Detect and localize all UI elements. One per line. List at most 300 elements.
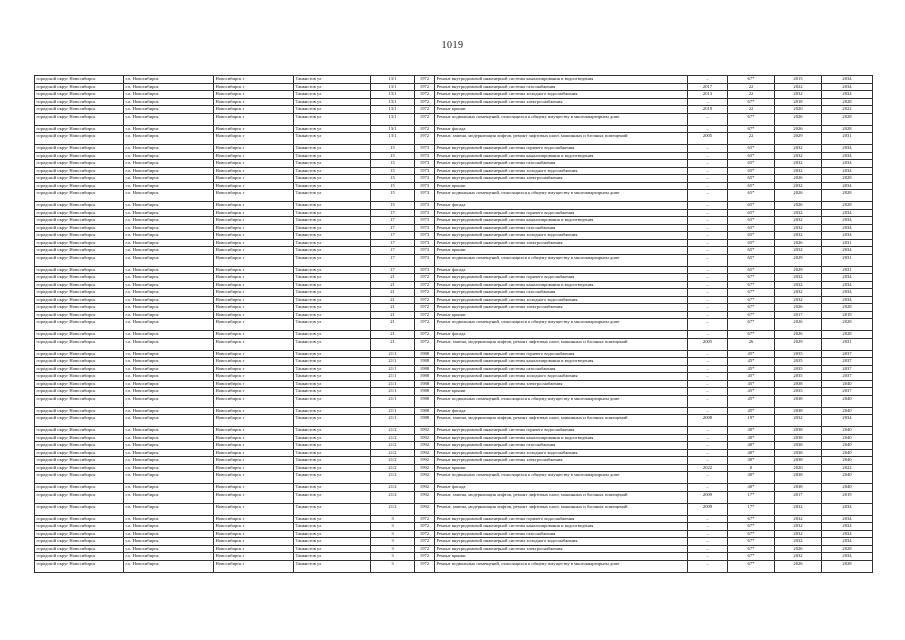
city-cell: Новосибирск г <box>214 296 294 304</box>
street-cell: Танкистов ул <box>294 515 371 523</box>
city-cell: Новосибирск г <box>214 373 294 381</box>
plan-to-year-cell: 2028 <box>822 98 873 106</box>
work-type-cell: Ремонт подвальных помещений, относящихся к общему имуществу в многоквартирном доме <box>435 472 688 484</box>
district-cell: городской округ Новосибирск <box>35 415 124 427</box>
plan-from-year-cell: 2032 <box>775 530 822 538</box>
work-type-cell: Ремонт крыши <box>435 182 688 190</box>
table-body <box>35 76 873 573</box>
plan-to-year-cell: 2037 <box>822 358 873 366</box>
plan-to-year-cell: 2028 <box>822 331 873 339</box>
work-type-cell: Ремонт внутридомовой инженерной системы горячего водоснабжения <box>435 274 688 282</box>
plan-to-year-cell: 2031 <box>822 338 873 350</box>
work-type-cell: Ремонт внутридомовой инженерной системы электроснабжения <box>435 545 688 553</box>
last-repair-year-cell: – <box>688 76 728 84</box>
last-repair-year-cell: – <box>688 365 728 373</box>
work-type-cell: Ремонт внутридомовой инженерной системы канализирования и водоотведения <box>435 434 688 442</box>
build-year-cell: 1973 <box>415 254 435 266</box>
wear-percent-cell: 65* <box>728 239 775 247</box>
table-row <box>35 76 873 84</box>
last-repair-year-cell: – <box>688 125 728 133</box>
city-cell: Новосибирск г <box>214 491 294 503</box>
city-cell: Новосибирск г <box>214 457 294 465</box>
city-cell: Новосибирск г <box>214 553 294 561</box>
table-row <box>35 182 873 190</box>
house-number-cell: 21/1 <box>371 395 415 407</box>
city-cell: Новосибирск г <box>214 217 294 225</box>
district-cell: городской округ Новосибирск <box>35 239 124 247</box>
city-cell: Новосибирск г <box>214 380 294 388</box>
last-repair-year-cell: – <box>688 145 728 153</box>
house-number-cell: 21 <box>371 338 415 350</box>
last-repair-year-cell: – <box>688 530 728 538</box>
city-cell: Новосибирск г <box>214 209 294 217</box>
build-year-cell: 1972 <box>415 304 435 312</box>
work-type-cell: Ремонт внутридомовой инженерной системы электроснабжения <box>435 175 688 183</box>
last-repair-year-cell: – <box>688 289 728 297</box>
house-number-cell: 21 <box>371 311 415 319</box>
build-year-cell: 1973 <box>415 209 435 217</box>
district-cell: городской округ Новосибирск <box>35 202 124 210</box>
district-cell: городской округ Новосибирск <box>35 224 124 232</box>
district-cell: городской округ Новосибирск <box>35 503 124 515</box>
table-row <box>35 209 873 217</box>
district-cell: городской округ Новосибирск <box>35 538 124 546</box>
last-repair-year-cell: – <box>688 442 728 450</box>
wear-percent-cell: 40* <box>728 427 775 435</box>
wear-percent-cell: 22 <box>728 106 775 114</box>
settlement-cell: г.о. Новосибирск <box>124 331 214 339</box>
city-cell: Новосибирск г <box>214 434 294 442</box>
district-cell: городской округ Новосибирск <box>35 545 124 553</box>
settlement-cell: г.о. Новосибирск <box>124 209 214 217</box>
wear-percent-cell: 65* <box>728 175 775 183</box>
wear-percent-cell: 65* <box>728 182 775 190</box>
wear-percent-cell: 40* <box>728 434 775 442</box>
work-type-cell: Ремонт внутридомовой инженерной системы холодного водоснабжения <box>435 373 688 381</box>
street-cell: Танкистов ул <box>294 415 371 427</box>
plan-from-year-cell: 2038 <box>775 442 822 450</box>
settlement-cell: г.о. Новосибирск <box>124 76 214 84</box>
street-cell: Танкистов ул <box>294 274 371 282</box>
build-year-cell: 1992 <box>415 442 435 450</box>
street-cell: Танкистов ул <box>294 373 371 381</box>
plan-to-year-cell: 2022 <box>822 464 873 472</box>
street-cell: Танкистов ул <box>294 358 371 366</box>
district-cell: городской округ Новосибирск <box>35 160 124 168</box>
street-cell: Танкистов ул <box>294 281 371 289</box>
district-cell: городской округ Новосибирск <box>35 247 124 255</box>
plan-from-year-cell: 2032 <box>775 553 822 561</box>
district-cell: городской округ Новосибирск <box>35 145 124 153</box>
wear-percent-cell: 17* <box>728 503 775 515</box>
build-year-cell: 1992 <box>415 449 435 457</box>
wear-percent-cell: 67* <box>728 113 775 125</box>
district-cell: городской округ Новосибирск <box>35 296 124 304</box>
build-year-cell: 1972 <box>415 331 435 339</box>
district-cell: городской округ Новосибирск <box>35 289 124 297</box>
wear-percent-cell: 65* <box>728 167 775 175</box>
last-repair-year-cell: – <box>688 202 728 210</box>
work-type-cell: Ремонт фасада <box>435 202 688 210</box>
district-cell: городской округ Новосибирск <box>35 133 124 145</box>
work-type-cell: Ремонт внутридомовой инженерной системы канализирования и водоотведения <box>435 281 688 289</box>
settlement-cell: г.о. Новосибирск <box>124 266 214 274</box>
city-cell: Новосибирск г <box>214 358 294 366</box>
table-row <box>35 125 873 133</box>
work-type-cell: Ремонт внутридомовой инженерной системы холодного водоснабжения <box>435 449 688 457</box>
city-cell: Новосибирск г <box>214 338 294 350</box>
city-cell: Новосибирск г <box>214 106 294 114</box>
plan-to-year-cell: 2028 <box>822 113 873 125</box>
settlement-cell: г.о. Новосибирск <box>124 380 214 388</box>
last-repair-year-cell: 2013 <box>688 91 728 99</box>
city-cell: Новосибирск г <box>214 160 294 168</box>
table-row <box>35 319 873 331</box>
build-year-cell: 1972 <box>415 76 435 84</box>
district-cell: городской округ Новосибирск <box>35 182 124 190</box>
page-number: 1019 <box>441 40 464 51</box>
plan-to-year-cell: 2034 <box>822 209 873 217</box>
build-year-cell: 1972 <box>415 281 435 289</box>
settlement-cell: г.о. Новосибирск <box>124 464 214 472</box>
plan-to-year-cell: 2034 <box>822 160 873 168</box>
street-cell: Танкистов ул <box>294 289 371 297</box>
work-type-cell: Ремонт крыши <box>435 247 688 255</box>
house-number-cell: 21/2 <box>371 427 415 435</box>
plan-from-year-cell: 2026 <box>775 545 822 553</box>
house-number-cell: 13/1 <box>371 76 415 84</box>
build-year-cell: 1972 <box>415 311 435 319</box>
table-row <box>35 530 873 538</box>
settlement-cell: г.о. Новосибирск <box>124 484 214 492</box>
plan-from-year-cell: 2018 <box>775 98 822 106</box>
plan-to-year-cell: 2037 <box>822 350 873 358</box>
work-type-cell: Ремонт внутридомовой инженерной системы канализирования и водоотведения <box>435 76 688 84</box>
build-year-cell: 1973 <box>415 190 435 202</box>
build-year-cell: 1973 <box>415 160 435 168</box>
wear-percent-cell: 67* <box>728 311 775 319</box>
last-repair-year-cell: 2022 <box>688 464 728 472</box>
work-type-cell: Ремонт подвальных помещений, относящихся к общему имуществу в многоквартирном доме <box>435 560 688 572</box>
last-repair-year-cell: – <box>688 472 728 484</box>
work-type-cell: Ремонт внутридомовой инженерной системы газоснабжения <box>435 83 688 91</box>
table-row <box>35 380 873 388</box>
district-cell: городской округ Новосибирск <box>35 113 124 125</box>
table-row <box>35 442 873 450</box>
house-number-cell: 13/1 <box>371 91 415 99</box>
plan-to-year-cell: 2034 <box>822 76 873 84</box>
street-cell: Танкистов ул <box>294 209 371 217</box>
wear-percent-cell: 40* <box>728 442 775 450</box>
build-year-cell: 1972 <box>415 133 435 145</box>
wear-percent-cell: 67* <box>728 125 775 133</box>
build-year-cell: 1973 <box>415 152 435 160</box>
settlement-cell: г.о. Новосибирск <box>124 553 214 561</box>
city-cell: Новосибирск г <box>214 202 294 210</box>
last-repair-year-cell: – <box>688 247 728 255</box>
plan-to-year-cell: 2040 <box>822 449 873 457</box>
table-row <box>35 83 873 91</box>
plan-from-year-cell: 2035 <box>775 373 822 381</box>
city-cell: Новосибирск г <box>214 484 294 492</box>
district-cell: городской округ Новосибирск <box>35 167 124 175</box>
district-cell: городской округ Новосибирск <box>35 98 124 106</box>
house-number-cell: 21/2 <box>371 472 415 484</box>
street-cell: Танкистов ул <box>294 560 371 572</box>
plan-to-year-cell: 2028 <box>822 125 873 133</box>
settlement-cell: г.о. Новосибирск <box>124 281 214 289</box>
work-type-cell: Ремонт внутридомовой инженерной системы горячего водоснабжения <box>435 427 688 435</box>
plan-from-year-cell: 2032 <box>775 515 822 523</box>
wear-percent-cell: 65* <box>728 266 775 274</box>
build-year-cell: 1992 <box>415 427 435 435</box>
house-number-cell: 3 <box>371 560 415 572</box>
table-row <box>35 106 873 114</box>
work-type-cell: Ремонт внутридомовой инженерной системы холодного водоснабжения <box>435 167 688 175</box>
city-cell: Новосибирск г <box>214 365 294 373</box>
street-cell: Танкистов ул <box>294 442 371 450</box>
plan-from-year-cell: 2038 <box>775 434 822 442</box>
plan-to-year-cell: 2022 <box>822 106 873 114</box>
last-repair-year-cell: – <box>688 545 728 553</box>
table-row <box>35 289 873 297</box>
city-cell: Новосибирск г <box>214 545 294 553</box>
street-cell: Танкистов ул <box>294 247 371 255</box>
plan-from-year-cell: 2038 <box>775 449 822 457</box>
build-year-cell: 1973 <box>415 145 435 153</box>
street-cell: Танкистов ул <box>294 106 371 114</box>
table-row <box>35 358 873 366</box>
house-number-cell: 17 <box>371 232 415 240</box>
plan-from-year-cell: 2032 <box>775 232 822 240</box>
build-year-cell: 1973 <box>415 247 435 255</box>
settlement-cell: г.о. Новосибирск <box>124 388 214 396</box>
plan-to-year-cell: 2028 <box>822 190 873 202</box>
settlement-cell: г.о. Новосибирск <box>124 232 214 240</box>
house-number-cell: 21/1 <box>371 407 415 415</box>
settlement-cell: г.о. Новосибирск <box>124 442 214 450</box>
house-number-cell: 17 <box>371 254 415 266</box>
wear-percent-cell: 65* <box>728 209 775 217</box>
build-year-cell: 1972 <box>415 98 435 106</box>
city-cell: Новосибирск г <box>214 449 294 457</box>
plan-from-year-cell: 2022 <box>775 83 822 91</box>
table-row <box>35 407 873 415</box>
settlement-cell: г.о. Новосибирск <box>124 83 214 91</box>
street-cell: Танкистов ул <box>294 91 371 99</box>
settlement-cell: г.о. Новосибирск <box>124 296 214 304</box>
work-type-cell: Ремонт внутридомовой инженерной системы электроснабжения <box>435 457 688 465</box>
build-year-cell: 1988 <box>415 388 435 396</box>
wear-percent-cell: 65* <box>728 202 775 210</box>
plan-from-year-cell: 2038 <box>775 427 822 435</box>
work-type-cell: Ремонт внутридомовой инженерной системы холодного водоснабжения <box>435 232 688 240</box>
district-cell: городской округ Новосибирск <box>35 491 124 503</box>
street-cell: Танкистов ул <box>294 133 371 145</box>
work-type-cell: Ремонт, замена, модернизация лифтов, ремонт лифтовых шахт, машинных и блочных помещений <box>435 503 688 515</box>
house-number-cell: 17 <box>371 266 415 274</box>
table-row <box>35 395 873 407</box>
work-type-cell: Ремонт внутридомовой инженерной системы электроснабжения <box>435 98 688 106</box>
street-cell: Танкистов ул <box>294 523 371 531</box>
work-type-cell: Ремонт внутридомовой инженерной системы горячего водоснабжения <box>435 209 688 217</box>
street-cell: Танкистов ул <box>294 160 371 168</box>
house-number-cell: 21/2 <box>371 464 415 472</box>
plan-to-year-cell: 2034 <box>822 523 873 531</box>
build-year-cell: 1973 <box>415 224 435 232</box>
district-cell: городской округ Новосибирск <box>35 106 124 114</box>
house-number-cell: 17 <box>371 247 415 255</box>
plan-from-year-cell: 2032 <box>775 160 822 168</box>
build-year-cell: 1972 <box>415 125 435 133</box>
plan-from-year-cell: 2032 <box>775 523 822 531</box>
last-repair-year-cell: – <box>688 239 728 247</box>
settlement-cell: г.о. Новосибирск <box>124 289 214 297</box>
wear-percent-cell: 0 <box>728 464 775 472</box>
city-cell: Новосибирск г <box>214 224 294 232</box>
wear-percent-cell: 45* <box>728 388 775 396</box>
wear-percent-cell: 40* <box>728 457 775 465</box>
table-row <box>35 484 873 492</box>
settlement-cell: г.о. Новосибирск <box>124 125 214 133</box>
district-cell: городской округ Новосибирск <box>35 91 124 99</box>
district-cell: городской округ Новосибирск <box>35 560 124 572</box>
build-year-cell: 1972 <box>415 560 435 572</box>
wear-percent-cell: 45* <box>728 380 775 388</box>
plan-to-year-cell: 2028 <box>822 202 873 210</box>
wear-percent-cell: 19* <box>728 415 775 427</box>
plan-from-year-cell: 2029 <box>775 133 822 145</box>
district-cell: городской округ Новосибирск <box>35 530 124 538</box>
last-repair-year-cell: – <box>688 274 728 282</box>
city-cell: Новосибирск г <box>214 472 294 484</box>
city-cell: Новосибирск г <box>214 175 294 183</box>
street-cell: Танкистов ул <box>294 113 371 125</box>
plan-from-year-cell: 2032 <box>775 415 822 427</box>
district-cell: городской округ Новосибирск <box>35 365 124 373</box>
district-cell: городской округ Новосибирск <box>35 232 124 240</box>
table-row <box>35 434 873 442</box>
last-repair-year-cell: – <box>688 254 728 266</box>
wear-percent-cell: 22 <box>728 83 775 91</box>
plan-to-year-cell: 2040 <box>822 457 873 465</box>
table-row <box>35 560 873 572</box>
table-row <box>35 545 873 553</box>
plan-from-year-cell: 2038 <box>775 407 822 415</box>
plan-to-year-cell: 2034 <box>822 152 873 160</box>
table-row <box>35 491 873 503</box>
table-row <box>35 365 873 373</box>
district-cell: городской округ Новосибирск <box>35 76 124 84</box>
table-row <box>35 281 873 289</box>
work-type-cell: Ремонт внутридомовой инженерной системы горячего водоснабжения <box>435 350 688 358</box>
settlement-cell: г.о. Новосибирск <box>124 160 214 168</box>
plan-from-year-cell: 2038 <box>775 484 822 492</box>
work-type-cell: Ремонт подвальных помещений, относящихся к общему имуществу в многоквартирном доме <box>435 319 688 331</box>
settlement-cell: г.о. Новосибирск <box>124 113 214 125</box>
work-type-cell: Ремонт внутридомовой инженерной системы холодного водоснабжения <box>435 91 688 99</box>
street-cell: Танкистов ул <box>294 232 371 240</box>
wear-percent-cell: 22 <box>728 91 775 99</box>
table-row <box>35 217 873 225</box>
build-year-cell: 1973 <box>415 202 435 210</box>
settlement-cell: г.о. Новосибирск <box>124 472 214 484</box>
last-repair-year-cell: – <box>688 98 728 106</box>
table-row <box>35 175 873 183</box>
work-type-cell: Ремонт внутридомовой инженерной системы горячего водоснабжения <box>435 145 688 153</box>
wear-percent-cell: 67* <box>728 296 775 304</box>
city-cell: Новосибирск г <box>214 281 294 289</box>
city-cell: Новосибирск г <box>214 427 294 435</box>
house-number-cell: 21/1 <box>371 373 415 381</box>
street-cell: Танкистов ул <box>294 530 371 538</box>
table-row <box>35 427 873 435</box>
plan-from-year-cell: 2032 <box>775 503 822 515</box>
last-repair-year-cell: 2009 <box>688 503 728 515</box>
house-number-cell: 21/1 <box>371 380 415 388</box>
house-number-cell: 13/1 <box>371 98 415 106</box>
work-type-cell: Ремонт, замена, модернизация лифтов, ремонт лифтовых шахт, машинных и блочных помещений <box>435 491 688 503</box>
table-row <box>35 232 873 240</box>
table-row <box>35 311 873 319</box>
district-cell: городской округ Новосибирск <box>35 388 124 396</box>
last-repair-year-cell: – <box>688 160 728 168</box>
plan-to-year-cell: 2028 <box>822 560 873 572</box>
wear-percent-cell: 67* <box>728 538 775 546</box>
street-cell: Танкистов ул <box>294 350 371 358</box>
street-cell: Танкистов ул <box>294 319 371 331</box>
plan-from-year-cell: 2020 <box>775 106 822 114</box>
plan-to-year-cell: 2034 <box>822 224 873 232</box>
house-number-cell: 21 <box>371 319 415 331</box>
last-repair-year-cell: – <box>688 350 728 358</box>
city-cell: Новосибирск г <box>214 98 294 106</box>
last-repair-year-cell: – <box>688 167 728 175</box>
work-type-cell: Ремонт подвальных помещений, относящихся к общему имуществу в многоквартирном доме <box>435 190 688 202</box>
street-cell: Танкистов ул <box>294 388 371 396</box>
street-cell: Танкистов ул <box>294 380 371 388</box>
work-type-cell: Ремонт крыши <box>435 311 688 319</box>
build-year-cell: 1988 <box>415 395 435 407</box>
last-repair-year-cell: – <box>688 484 728 492</box>
build-year-cell: 1972 <box>415 113 435 125</box>
table-row <box>35 113 873 125</box>
street-cell: Танкистов ул <box>294 545 371 553</box>
house-number-cell: 13/1 <box>371 83 415 91</box>
wear-percent-cell: 67* <box>728 274 775 282</box>
build-year-cell: 1972 <box>415 515 435 523</box>
plan-from-year-cell: 2032 <box>775 538 822 546</box>
wear-percent-cell: 67* <box>728 76 775 84</box>
street-cell: Танкистов ул <box>294 427 371 435</box>
house-number-cell: 15 <box>371 202 415 210</box>
work-type-cell: Ремонт внутридомовой инженерной системы канализирования и водоотведения <box>435 523 688 531</box>
last-repair-year-cell: 2005 <box>688 338 728 350</box>
city-cell: Новосибирск г <box>214 133 294 145</box>
table-row <box>35 160 873 168</box>
table-row <box>35 266 873 274</box>
plan-from-year-cell: 2038 <box>775 457 822 465</box>
district-cell: городской округ Новосибирск <box>35 358 124 366</box>
last-repair-year-cell: – <box>688 224 728 232</box>
district-cell: городской округ Новосибирск <box>35 274 124 282</box>
plan-from-year-cell: 2017 <box>775 491 822 503</box>
settlement-cell: г.о. Новосибирск <box>124 304 214 312</box>
work-type-cell: Ремонт внутридомовой инженерной системы канализирования и водоотведения <box>435 358 688 366</box>
district-cell: городской округ Новосибирск <box>35 338 124 350</box>
table-row <box>35 373 873 381</box>
plan-to-year-cell: 2034 <box>822 415 873 427</box>
